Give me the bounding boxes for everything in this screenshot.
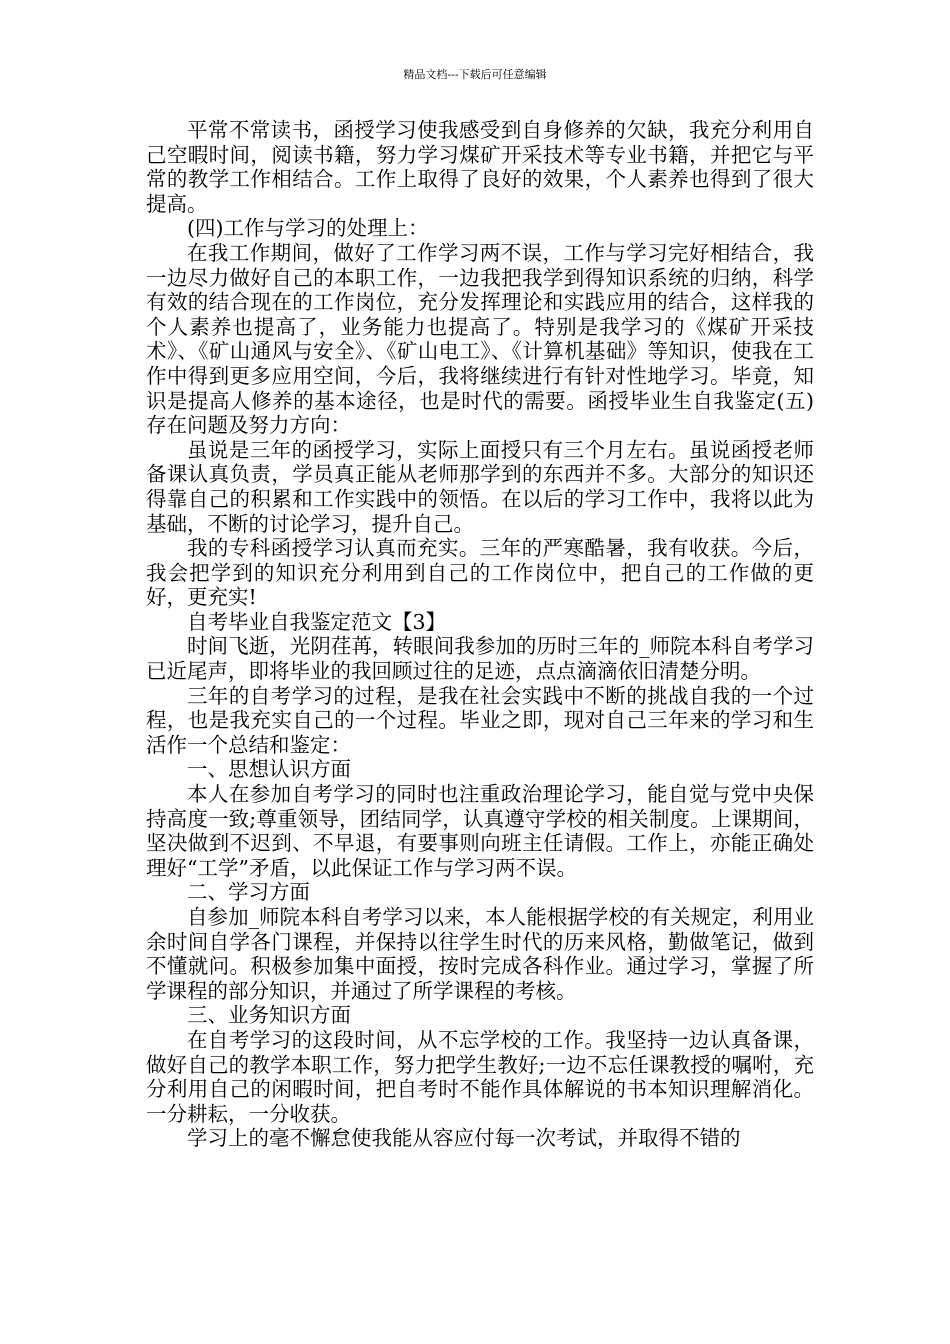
section-heading: 二、学习方面 <box>187 880 310 905</box>
paragraph: 自参加_师院本科自考学习以来，本人能根据学校的有关规定，利用业余时间自学各门课程，并保持以往学生时代的历来风格，勤做笔记，做到不懂就问。积极参加集中面授，按时完成各科作业。通过学习，掌握了所学课程的部分知识，并通过了所学课程的考核。 <box>146 905 814 1003</box>
paragraph: 我的专科函授学习认真而充实。三年的严寒酷暑，我有收获。今后，我会把学到的知识充分利用到自己的工作岗位中，把自己的工作做的更好，更充实! <box>146 536 814 610</box>
section-heading: 一、思想认识方面 <box>187 757 351 782</box>
page-header: 精品文档---下载后可任意编辑 <box>403 68 547 81</box>
paragraph: 在我工作期间，做好了工作学习两不误，工作与学习完好相结合，我一边尽力做好自己的本职工作，一边我把我学到得知识系统的归纳，科学有效的结合现在的工作岗位，充分发挥理论和实践应用的结合，这样我的个人素养也提高了，业务能力也提高了。特别是我学习的《煤矿开采技术》、《矿山通风与安全》、《矿山电工》、《计算机基础》等知识，使我在工作中得到更多应用空间，今后，我将继续进行有针对性地学习。毕竟，知识是提高人修养的基本途径，也是时代的需要。函授毕业生自我鉴定(五)存在问题及努力方向： <box>146 240 814 438</box>
paragraph: 虽说是三年的函授学习，实际上面授只有三个月左右。虽说函授老师备课认真负责，学员真正能从老师那学到的东西并不多。大部分的知识还得靠自己的积累和工作实践中的领悟。在以后的学习工作中，我将以此为基础，不断的讨论学习，提升自己。 <box>146 437 814 536</box>
paragraph: 在自考学习的这段时间，从不忘学校的工作。我坚持一边认真备课，做好自己的教学本职工作，努力把学生教好;一边不忘任课教授的嘱咐，充分利用自己的闲暇时间，把自考时不能作具体解说的书本知识理解消化。一分耕耘，一分收获。 <box>146 1027 814 1126</box>
article-title: 自考毕业自我鉴定范文【3】 <box>187 609 447 634</box>
paragraph: 本人在参加自考学习的同时也注重政治理论学习，能自觉与党中央保持高度一致;尊重领导，团结同学，认真遵守学校的相关制度。上课期间，坚决做到不迟到、不早退，有要事则向班主任请假。工作上，亦能正确处理好“工学”矛盾，以此保证工作与学习两不误。 <box>146 782 814 880</box>
paragraph: 平常不常读书，函授学习使我感受到自身修养的欠缺，我充分利用自己空暇时间，阅读书籍，努力学习煤矿开采技术等专业书籍，并把它与平常的教学工作相结合。工作上取得了良好的效果，个人素养也得到了很大提高。 <box>146 118 814 216</box>
section-heading: 三、业务知识方面 <box>187 1003 351 1028</box>
paragraph: 三年的自考学习的过程，是我在社会实践中不断的挑战自我的一个过程，也是我充实自己的一个过程。毕业之即，现对自己三年来的学习和生活作一个总结和鉴定： <box>146 683 814 757</box>
paragraph: 时间飞逝，光阴荏苒，转眼间我参加的历时三年的_师院本科自考学习已近尾声，即将毕业的我回顾过往的足迹，点点滴滴依旧清楚分明。 <box>146 634 814 684</box>
paragraph: 学习上的毫不懈怠使我能从容应付每一次考试，并取得不错的 <box>187 1126 741 1151</box>
section-heading: (四)工作与学习的处理上： <box>187 216 429 241</box>
document-body <box>146 118 814 1151</box>
